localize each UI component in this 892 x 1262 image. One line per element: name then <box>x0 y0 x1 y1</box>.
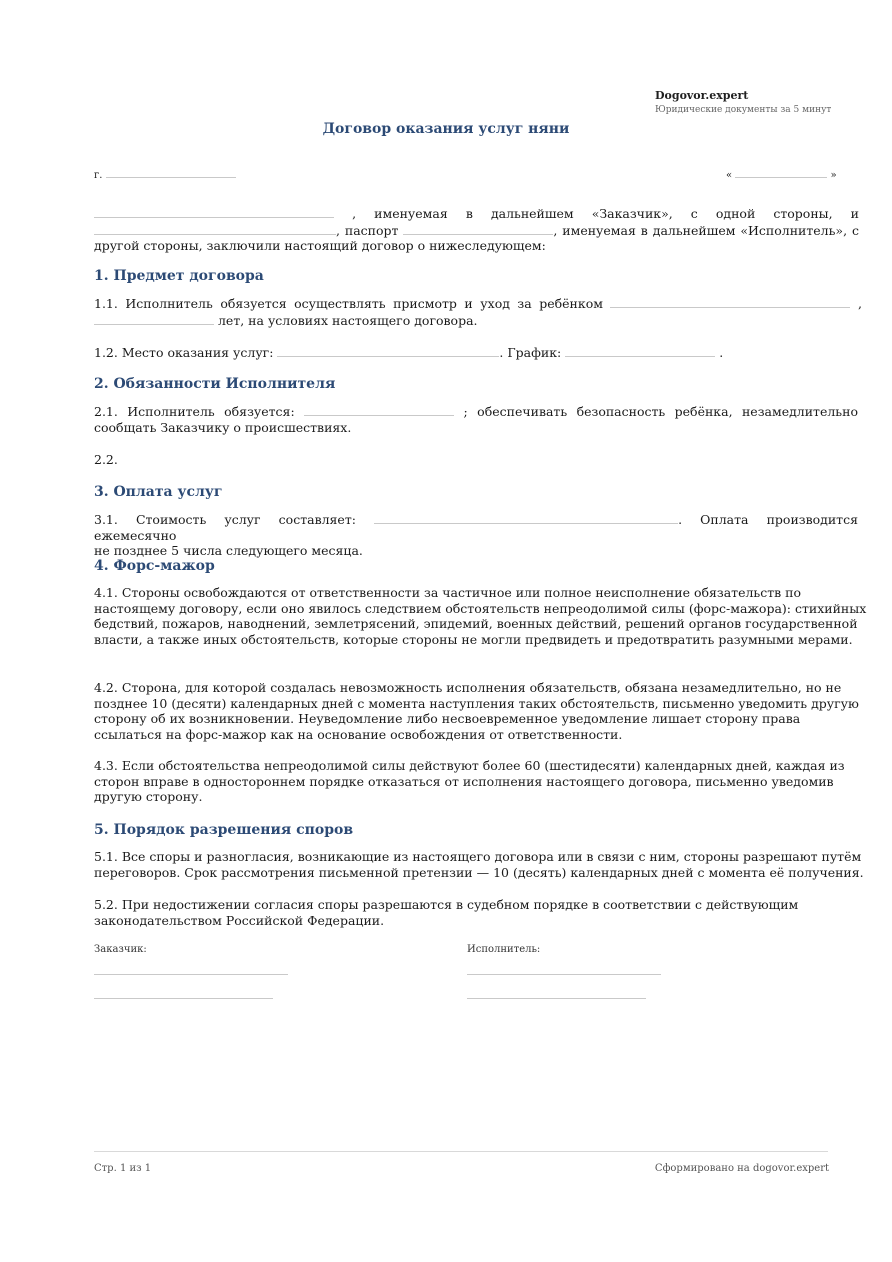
child-age-field[interactable] <box>94 312 214 325</box>
city-row <box>94 165 236 181</box>
footer-divider <box>94 1151 828 1152</box>
schedule-field[interactable] <box>565 344 715 357</box>
clause-2-1: 2.1. Исполнитель обязуется: ; обеспечивать безопасность ребёнка, незамедлительно сообщать Заказчику о происшествиях. <box>94 404 858 435</box>
executor-duties-field[interactable] <box>304 403 454 416</box>
city-prefix: г. <box>94 170 103 181</box>
service-place-field[interactable] <box>277 344 499 357</box>
clause-4-2: 4.2. Сторона, для которой создалась невозможность исполнения обязательств, обязана незамедлительно, но не позднее 10 (десяти) календарных дней с момента наступления таких обстоятельств, письменно уведомить другую сторону об их возникновении. Неуведомление либо несвоевременное уведомление лишает сторону права ссылаться на форс-мажор как на основание освобождения от ответственности. <box>94 680 859 742</box>
brand-tagline: Юридические документы за 5 минут <box>655 105 832 115</box>
customer-signature-line[interactable] <box>94 974 288 975</box>
section-4-heading: 4. Форс-мажор <box>94 558 215 574</box>
executor-signature-label: Исполнитель: <box>467 944 541 955</box>
passport-field[interactable] <box>403 222 553 235</box>
footer-generated-note: Сформировано на dogovor.expert <box>654 1163 829 1174</box>
brand-name: Dogovor.expert <box>655 89 749 102</box>
section-1-heading: 1. Предмет договора <box>94 268 264 284</box>
preamble-line-3: другой стороны, заключили настоящий договор о нижеследующем: <box>94 238 546 253</box>
clause-4-3: 4.3. Если обстоятельства непреодолимой силы действуют более 60 (шестидесяти) календарных дней, каждая из сторон вправе в одностороннем порядке отказаться от исполнения настоящего договора, письменно уведомив другую сторону. <box>94 758 845 804</box>
clause-1-1: 1.1. Исполнитель обязуется осуществлять присмотр и уход за ребёнком , лет, на условиях настоящего договора. <box>94 296 862 328</box>
customer-signature-label: Заказчик: <box>94 944 147 955</box>
clause-5-1: 5.1. Все споры и разногласия, возникающие из настоящего договора или в связи с ним, стороны разрешают путём переговоров. Срок рассмотрения письменной претензии — 10 (десять) календарных дней с момента её получения. <box>94 849 864 880</box>
preamble-line-2: , паспорт , именуемая в дальнейшем «Исполнитель», с <box>94 222 859 239</box>
section-2-heading: 2. Обязанности Исполнителя <box>94 376 336 392</box>
footer-page-number: Стр. 1 из 1 <box>94 1163 152 1174</box>
executor-name-line[interactable] <box>467 998 646 999</box>
section-5-heading: 5. Порядок разрешения споров <box>94 822 354 838</box>
clause-3-1: 3.1. Стоимость услуг составляет: . Оплата производится ежемесячно не позднее 5 числа следующего месяца. <box>94 512 858 558</box>
date-field[interactable] <box>735 165 827 178</box>
clause-4-1: 4.1. Стороны освобождаются от ответственности за частичное или полное неисполнение обязательств по настоящему договору, если оно явилось следствием обстоятельств непреодолимой силы (форс-мажора): стихийных бедствий, пожаров, наводнений, землетрясений, эпидемий, военных действий, решений органов государственной власти, а также иных обстоятельств, которые стороны не могли предвидеть и предотвратить разумными мерами. <box>94 585 867 647</box>
preamble <box>94 205 859 254</box>
clause-2-2: 2.2. <box>94 452 118 467</box>
executor-name-field[interactable] <box>94 222 336 235</box>
price-field[interactable] <box>374 511 678 524</box>
date-close-quote: » <box>830 170 837 181</box>
document-title: Договор оказания услуг няни <box>322 121 570 137</box>
executor-signature-line[interactable] <box>467 974 661 975</box>
customer-name-field[interactable] <box>94 205 334 218</box>
date-row <box>726 165 837 181</box>
section-3-heading: 3. Оплата услуг <box>94 484 223 500</box>
customer-name-line[interactable] <box>94 998 273 999</box>
clause-5-2: 5.2. При недостижении согласия споры разрешаются в судебном порядке в соответствии с действующим законодательством Российской Федерации. <box>94 897 799 928</box>
city-field[interactable] <box>106 165 236 178</box>
clause-1-2: 1.2. Место оказания услуг: . График: . <box>94 345 724 360</box>
date-open-quote: « <box>726 170 733 181</box>
child-name-field[interactable] <box>610 295 850 308</box>
preamble-line-1: , именуемая в дальнейшем «Заказчик», с одной стороны, и <box>94 205 859 222</box>
